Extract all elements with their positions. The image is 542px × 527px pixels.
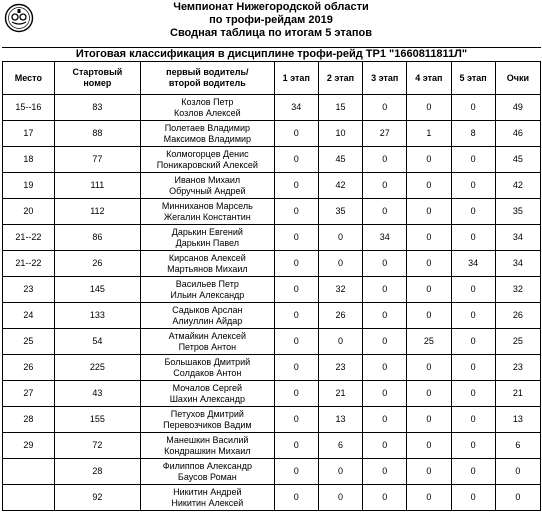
first-driver: Филиппов Александр xyxy=(162,460,252,471)
second-driver: Козлов Алексей xyxy=(174,107,241,118)
season-title: по трофи-рейдам 2019 xyxy=(209,14,333,26)
stage-1-cell: 0 xyxy=(274,329,318,355)
stage-5-cell: 0 xyxy=(451,433,495,459)
stage-1-cell: 0 xyxy=(274,199,318,225)
stage-4-cell: 1 xyxy=(407,121,451,147)
stage-2-cell: 10 xyxy=(318,121,362,147)
stage-2-cell: 6 xyxy=(318,433,362,459)
stage-4-cell: 0 xyxy=(407,199,451,225)
summary-title: Сводная таблица по итогам 5 этапов xyxy=(170,27,372,39)
stage-2-cell: 13 xyxy=(318,407,362,433)
stage-4-cell: 0 xyxy=(407,277,451,303)
place-cell: 25 xyxy=(3,329,55,355)
start-number-cell: 28 xyxy=(54,459,140,485)
start-number-cell: 83 xyxy=(54,95,140,121)
table-row xyxy=(3,381,541,407)
stage-4-cell: 0 xyxy=(407,433,451,459)
stage-1-cell: 0 xyxy=(274,459,318,485)
first-driver: Полетаев Владимир xyxy=(164,122,250,133)
start-number-cell: 72 xyxy=(54,433,140,459)
stage-1-cell: 0 xyxy=(274,225,318,251)
table-row xyxy=(3,459,541,485)
table-row xyxy=(3,433,541,459)
place-cell: 26 xyxy=(3,355,55,381)
start-number-cell: 112 xyxy=(54,199,140,225)
table-row xyxy=(3,173,541,199)
stage-2-cell: 21 xyxy=(318,381,362,407)
second-driver: Максимов Владимир xyxy=(163,133,252,144)
stage-4-cell: 0 xyxy=(407,381,451,407)
stage-2-cell: 0 xyxy=(318,329,362,355)
second-driver: Шахин Александр xyxy=(169,393,245,404)
stage-5-cell: 0 xyxy=(451,485,495,511)
place-cell: 24 xyxy=(3,303,55,329)
stage-5-cell: 0 xyxy=(451,277,495,303)
drivers-cell xyxy=(141,303,275,329)
stage-1-cell: 0 xyxy=(274,251,318,277)
second-driver: Никитин Алексей xyxy=(171,497,244,508)
points-cell: 49 xyxy=(495,95,540,121)
start-number-cell: 26 xyxy=(54,251,140,277)
first-driver: Васильев Петр xyxy=(175,278,239,289)
start-number-cell: 88 xyxy=(54,121,140,147)
drivers-cell xyxy=(141,381,275,407)
table-header-row xyxy=(3,62,541,95)
table-row xyxy=(3,251,541,277)
header-stage-4: 4 этап xyxy=(407,62,451,95)
stage-5-cell: 0 xyxy=(451,303,495,329)
stage-3-cell: 0 xyxy=(363,277,407,303)
table-row xyxy=(3,277,541,303)
stage-1-cell: 0 xyxy=(274,277,318,303)
stage-5-cell: 0 xyxy=(451,459,495,485)
header-start-number-line1: Стартовый xyxy=(72,67,123,77)
drivers-cell xyxy=(141,121,275,147)
drivers-cell xyxy=(141,459,275,485)
drivers-cell xyxy=(141,277,275,303)
points-cell: 25 xyxy=(495,329,540,355)
first-driver: Кирсанов Алексей xyxy=(168,252,246,263)
second-driver: Поникаровский Алексей xyxy=(156,159,258,170)
stage-1-cell: 0 xyxy=(274,381,318,407)
drivers-cell xyxy=(141,355,275,381)
table-row xyxy=(3,147,541,173)
second-driver: Дарькин Павел xyxy=(175,237,240,248)
stage-3-cell: 34 xyxy=(363,225,407,251)
start-number-cell: 86 xyxy=(54,225,140,251)
header-drivers-line1: первый водитель/ xyxy=(166,67,249,77)
stage-2-cell: 42 xyxy=(318,173,362,199)
stage-3-cell: 0 xyxy=(363,485,407,511)
second-driver: Петров Антон xyxy=(178,341,237,352)
place-cell: 19 xyxy=(3,173,55,199)
header-drivers-line2: второй водитель xyxy=(168,78,246,88)
place-cell: 28 xyxy=(3,407,55,433)
stage-3-cell: 0 xyxy=(363,199,407,225)
first-driver: Мочалов Сергей xyxy=(172,382,243,393)
stage-4-cell: 0 xyxy=(407,147,451,173)
stage-3-cell: 27 xyxy=(363,121,407,147)
stage-5-cell: 0 xyxy=(451,147,495,173)
second-driver: Алиуллин Айдар xyxy=(172,315,243,326)
stage-5-cell: 0 xyxy=(451,329,495,355)
start-number-cell: 133 xyxy=(54,303,140,329)
stage-3-cell: 0 xyxy=(363,95,407,121)
table-row xyxy=(3,199,541,225)
stage-2-cell: 0 xyxy=(318,225,362,251)
drivers-cell xyxy=(141,485,275,511)
place-cell: 15--16 xyxy=(3,95,55,121)
stage-5-cell: 0 xyxy=(451,407,495,433)
stage-2-cell: 0 xyxy=(318,459,362,485)
place-cell: 21--22 xyxy=(3,251,55,277)
second-driver: Ильин Александр xyxy=(170,289,245,300)
points-cell: 45 xyxy=(495,147,540,173)
points-cell: 13 xyxy=(495,407,540,433)
points-cell: 0 xyxy=(495,459,540,485)
points-cell: 46 xyxy=(495,121,540,147)
header-stage-1: 1 этап xyxy=(274,62,318,95)
table-row xyxy=(3,407,541,433)
stage-4-cell: 0 xyxy=(407,485,451,511)
drivers-cell xyxy=(141,147,275,173)
table-row xyxy=(3,355,541,381)
header-drivers xyxy=(141,62,275,95)
results-table xyxy=(2,61,541,511)
stage-5-cell: 34 xyxy=(451,251,495,277)
stage-1-cell: 34 xyxy=(274,95,318,121)
stage-5-cell: 0 xyxy=(451,355,495,381)
stage-2-cell: 32 xyxy=(318,277,362,303)
header-points: Очки xyxy=(495,62,540,95)
points-cell: 21 xyxy=(495,381,540,407)
header-stage-2: 2 этап xyxy=(318,62,362,95)
first-driver: Иванов Михаил xyxy=(174,174,241,185)
stage-5-cell: 0 xyxy=(451,173,495,199)
stage-3-cell: 0 xyxy=(363,433,407,459)
points-cell: 23 xyxy=(495,355,540,381)
first-driver: Козлов Петр xyxy=(181,96,234,107)
place-cell: 21--22 xyxy=(3,225,55,251)
drivers-cell xyxy=(141,225,275,251)
points-cell: 26 xyxy=(495,303,540,329)
points-cell: 32 xyxy=(495,277,540,303)
first-driver: Садыков Арслан xyxy=(172,304,243,315)
first-driver: Атмайкин Алексей xyxy=(168,330,247,341)
stage-5-cell: 0 xyxy=(451,381,495,407)
second-driver: Кондрашкин Михаил xyxy=(164,445,251,456)
stage-5-cell: 8 xyxy=(451,121,495,147)
stage-3-cell: 0 xyxy=(363,355,407,381)
first-driver: Минниханов Марсель xyxy=(161,200,253,211)
start-number-cell: 54 xyxy=(54,329,140,355)
place-cell: 20 xyxy=(3,199,55,225)
points-cell: 0 xyxy=(495,485,540,511)
table-row xyxy=(3,95,541,121)
drivers-cell xyxy=(141,329,275,355)
start-number-cell: 225 xyxy=(54,355,140,381)
stage-1-cell: 0 xyxy=(274,303,318,329)
stage-4-cell: 0 xyxy=(407,251,451,277)
first-driver: Никитин Андрей xyxy=(173,486,242,497)
stage-4-cell: 25 xyxy=(407,329,451,355)
place-cell: 29 xyxy=(3,433,55,459)
stage-4-cell: 0 xyxy=(407,173,451,199)
drivers-cell xyxy=(141,251,275,277)
start-number-cell: 155 xyxy=(54,407,140,433)
stage-5-cell: 0 xyxy=(451,95,495,121)
stage-4-cell: 0 xyxy=(407,95,451,121)
stage-2-cell: 23 xyxy=(318,355,362,381)
points-cell: 35 xyxy=(495,199,540,225)
stage-4-cell: 0 xyxy=(407,407,451,433)
table-row xyxy=(3,121,541,147)
stage-1-cell: 0 xyxy=(274,433,318,459)
first-driver: Петухов Дмитрий xyxy=(170,408,244,419)
table-row xyxy=(3,485,541,511)
stage-3-cell: 0 xyxy=(363,251,407,277)
start-number-cell: 92 xyxy=(54,485,140,511)
points-cell: 6 xyxy=(495,433,540,459)
drivers-cell xyxy=(141,433,275,459)
first-driver: Дарькин Евгений xyxy=(171,226,243,237)
stage-3-cell: 0 xyxy=(363,303,407,329)
stage-1-cell: 0 xyxy=(274,147,318,173)
stage-4-cell: 0 xyxy=(407,355,451,381)
second-driver: Баусов Роман xyxy=(177,471,237,482)
header-start-number-line2: номер xyxy=(83,78,112,88)
stage-2-cell: 0 xyxy=(318,485,362,511)
stage-3-cell: 0 xyxy=(363,381,407,407)
stage-3-cell: 0 xyxy=(363,329,407,355)
header-place: Место xyxy=(3,62,55,95)
stage-3-cell: 0 xyxy=(363,173,407,199)
stage-2-cell: 45 xyxy=(318,147,362,173)
stage-3-cell: 0 xyxy=(363,459,407,485)
stage-2-cell: 35 xyxy=(318,199,362,225)
stage-3-cell: 0 xyxy=(363,407,407,433)
stage-1-cell: 0 xyxy=(274,173,318,199)
points-cell: 34 xyxy=(495,225,540,251)
drivers-cell xyxy=(141,95,275,121)
first-driver: Колмогорцев Денис xyxy=(166,148,249,159)
stage-2-cell: 15 xyxy=(318,95,362,121)
first-driver: Большаков Дмитрий xyxy=(164,356,251,367)
start-number-cell: 43 xyxy=(54,381,140,407)
stage-2-cell: 26 xyxy=(318,303,362,329)
stage-4-cell: 0 xyxy=(407,459,451,485)
header-stage-5: 5 этап xyxy=(451,62,495,95)
stage-2-cell: 0 xyxy=(318,251,362,277)
place-cell: 17 xyxy=(3,121,55,147)
second-driver: Солдаков Антон xyxy=(173,367,242,378)
second-driver: Мартьянов Михаил xyxy=(167,263,248,274)
drivers-cell xyxy=(141,199,275,225)
second-driver: Жегалин Константин xyxy=(163,211,251,222)
table-row xyxy=(3,303,541,329)
start-number-cell: 77 xyxy=(54,147,140,173)
stage-3-cell: 0 xyxy=(363,147,407,173)
stage-5-cell: 0 xyxy=(451,199,495,225)
table-row xyxy=(3,225,541,251)
results-body xyxy=(3,95,541,511)
place-cell: 27 xyxy=(3,381,55,407)
header-start-number xyxy=(54,62,140,95)
stage-4-cell: 0 xyxy=(407,303,451,329)
second-driver: Обручный Андрей xyxy=(169,185,246,196)
place-cell xyxy=(3,485,55,511)
classification-subtitle: Итоговая классификация в дисциплине трофи-рейд ТР1 "1660811811Л" xyxy=(2,47,541,62)
stage-1-cell: 0 xyxy=(274,355,318,381)
table-row xyxy=(3,329,541,355)
place-cell: 23 xyxy=(3,277,55,303)
stage-1-cell: 0 xyxy=(274,485,318,511)
start-number-cell: 111 xyxy=(54,173,140,199)
points-cell: 42 xyxy=(495,173,540,199)
championship-title: Чемпионат Нижегородской области xyxy=(173,1,369,13)
place-cell: 18 xyxy=(3,147,55,173)
stage-5-cell: 0 xyxy=(451,225,495,251)
stage-1-cell: 0 xyxy=(274,121,318,147)
stage-1-cell: 0 xyxy=(274,407,318,433)
stage-4-cell: 0 xyxy=(407,225,451,251)
start-number-cell: 145 xyxy=(54,277,140,303)
place-cell xyxy=(3,459,55,485)
second-driver: Перевозчиков Вадим xyxy=(163,419,252,430)
header-stage-3: 3 этап xyxy=(363,62,407,95)
first-driver: Манешкин Василий xyxy=(166,434,249,445)
drivers-cell xyxy=(141,407,275,433)
drivers-cell xyxy=(141,173,275,199)
points-cell: 34 xyxy=(495,251,540,277)
